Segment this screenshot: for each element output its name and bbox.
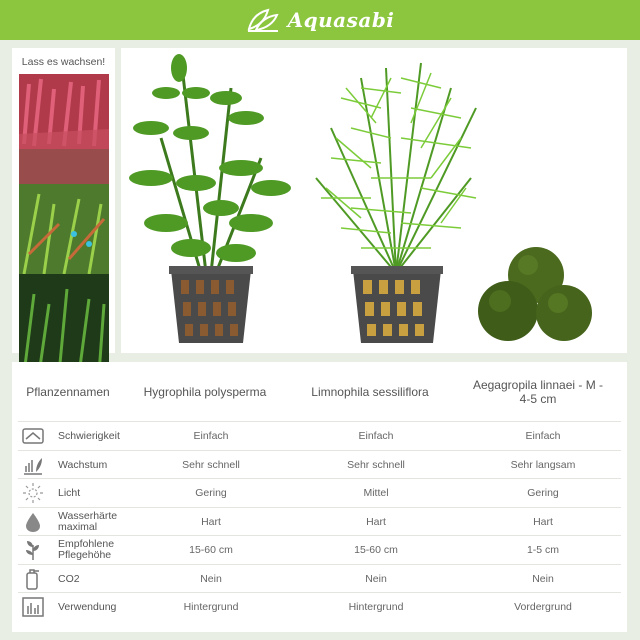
table-cell: Sehr schnell: [347, 459, 405, 471]
header-aegagropila: Aegagropila linnaei - M - 4-5 cm: [472, 378, 604, 406]
table-cell: Einfach: [193, 430, 229, 442]
table-row: [18, 450, 621, 478]
plant-images-panel: [121, 48, 627, 353]
table-cell: Gering: [527, 487, 559, 499]
row-label: Schwierigkeit: [58, 429, 120, 442]
table-cell: Hart: [201, 516, 221, 528]
row-label: Verwendung: [58, 600, 117, 613]
row-label: Wasserhärte maximal: [58, 510, 118, 533]
aquarium-photo-panel: [12, 48, 115, 353]
row-label: Licht: [58, 486, 81, 499]
header-bar: [0, 0, 640, 40]
row-label: Wachstum: [58, 458, 108, 471]
aquarium-photo: [19, 74, 109, 394]
table-row: [18, 421, 621, 449]
table-cell: 1-5 cm: [526, 544, 560, 556]
table-cell: 15-60 cm: [189, 544, 233, 556]
plant-height-icon: [22, 539, 44, 561]
table-cell: Mittel: [363, 487, 389, 499]
row-label: Empfohlene Pflegehöhe: [58, 538, 115, 561]
side-title: Lass es wachsen!: [21, 56, 106, 68]
difficulty-icon: [22, 425, 44, 447]
light-icon: [22, 482, 44, 504]
table-cell: Hart: [366, 516, 386, 528]
table-cell: Hintergrund: [183, 601, 239, 613]
table-cell: Sehr langsam: [510, 459, 576, 471]
table-cell: Hintergrund: [348, 601, 404, 613]
row-label: CO2: [58, 572, 80, 585]
table-row: [18, 592, 621, 620]
table-cell: Einfach: [525, 430, 561, 442]
table-cell: 15-60 cm: [354, 544, 398, 556]
table-cell: Gering: [195, 487, 227, 499]
plant-comparison-table: [12, 362, 627, 632]
limnophila-sessiliflora-image: [301, 48, 491, 353]
table-cell: Hart: [533, 516, 553, 528]
growth-icon: [22, 454, 44, 476]
brand-name: Aquasabi: [287, 8, 395, 32]
table-row: [18, 535, 621, 563]
aegagropila-linnaei-image: [476, 243, 606, 353]
header-plant-names: Pflanzennamen: [26, 385, 110, 399]
table-cell: Vordergrund: [514, 601, 572, 613]
table-cell: Nein: [532, 573, 554, 585]
aquarium-position-icon: [22, 596, 44, 618]
header-hygrophila: Hygrophila polysperma: [143, 385, 267, 399]
hygrophila-polysperma-image: [121, 48, 301, 353]
table-cell: Nein: [365, 573, 387, 585]
table-cell: Einfach: [358, 430, 394, 442]
table-row: [18, 478, 621, 506]
table-cell: Sehr schnell: [182, 459, 240, 471]
table-row: [18, 507, 621, 535]
co2-cylinder-icon: [22, 568, 44, 590]
table-row: [18, 564, 621, 592]
header-limnophila: Limnophila sessiliflora: [311, 385, 429, 399]
table-cell: Nein: [200, 573, 222, 585]
leaf-logo-icon: [246, 7, 280, 33]
water-drop-icon: [22, 511, 44, 533]
